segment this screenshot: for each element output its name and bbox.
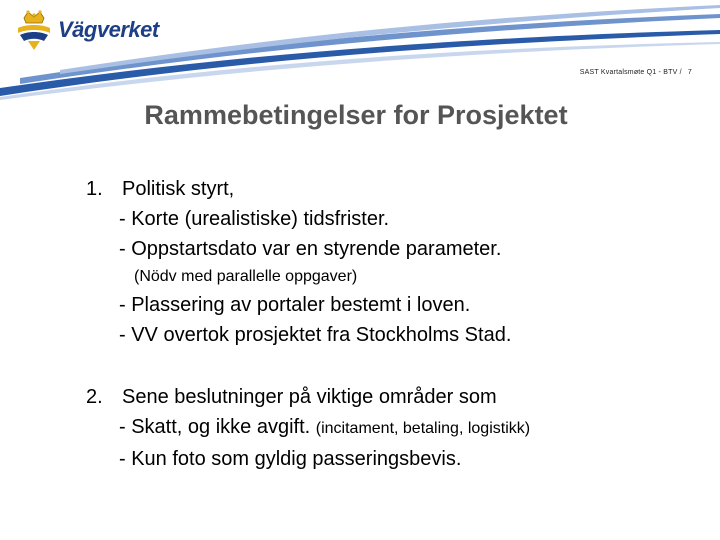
slide-ref-text: SAST Kvartalsmøte Q1 - BTV / <box>579 69 682 76</box>
note-line: (Nödv med parallelle oppgaver) <box>134 268 358 285</box>
item-number: 1. <box>86 178 103 200</box>
sub-line <box>119 412 706 444</box>
item-number: 2. <box>86 386 103 408</box>
logo-text: Vägverket <box>58 17 159 42</box>
crown-emblem-icon <box>14 8 54 52</box>
slide-title: Rammebetingelser for Prosjektet <box>144 100 568 130</box>
sub-line-main: - Skatt, og ikke avgift. <box>119 416 311 438</box>
slide-reference <box>576 69 692 76</box>
sub-line: - VV overtok prosjektet fra Stockholms Stad. <box>119 324 512 346</box>
vagverket-logo <box>14 8 159 52</box>
sub-line: - Korte (urealistiske) tidsfrister. <box>119 208 390 230</box>
sub-line-note: (incitament, betaling, logistikk) <box>315 420 531 437</box>
sub-line: - Kun foto som gyldig passeringsbevis. <box>119 448 462 470</box>
item-text: Sene beslutninger på viktige områder som <box>122 386 497 408</box>
sub-line: - Oppstartsdato var en styrende parameter. <box>119 238 502 260</box>
list-item-1 <box>86 174 706 204</box>
list-item-2 <box>86 382 706 412</box>
page-number: 7 <box>687 69 692 76</box>
item-text: Politisk styrt, <box>122 178 235 200</box>
sub-line: - Plassering av portaler bestemt i loven. <box>119 294 471 316</box>
slide-content <box>86 174 706 474</box>
